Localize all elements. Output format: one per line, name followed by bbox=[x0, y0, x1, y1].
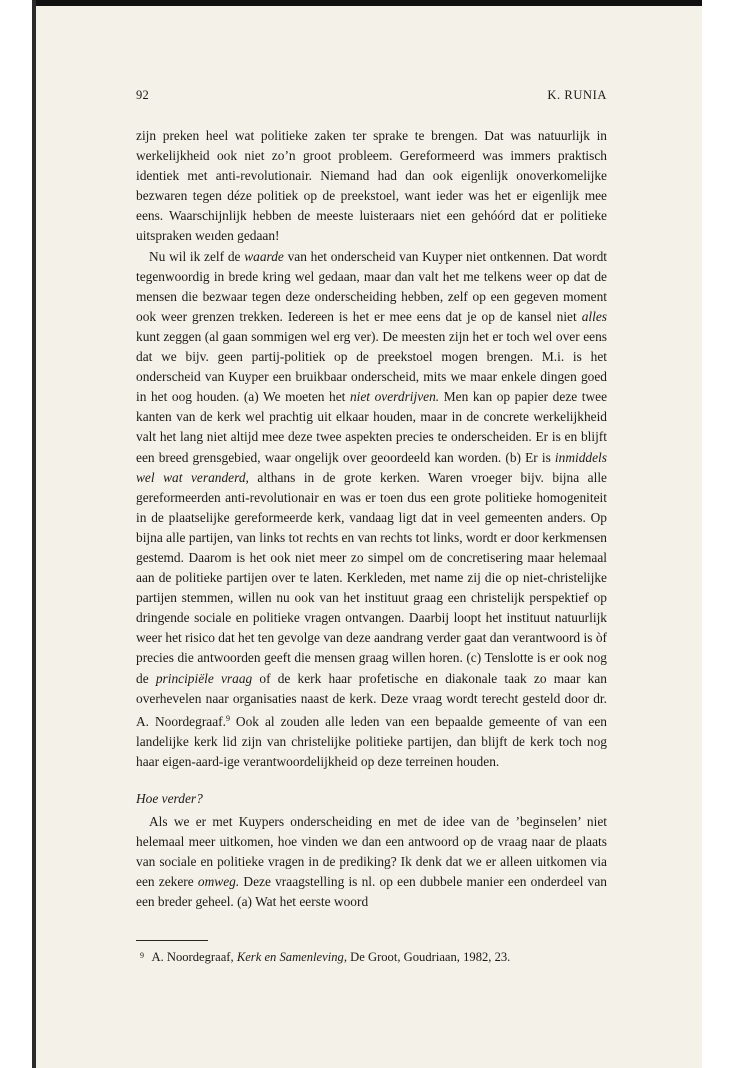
footnote-reference: 9 bbox=[225, 713, 230, 723]
emphasis-text: inmiddels wel wat veranderd, bbox=[136, 449, 607, 485]
text-run: Men kan op papier deze twee kanten van de kerk wel prachtig uit elkaar houden, maar in de concrete werkelijkheid valt het lang niet altijd mee deze twee aspekten precies te onderscheiden. Er is en blijft een breed grensgebied, waar ongelijk over geoordeeld kan worden. (b) Er is bbox=[136, 389, 608, 465]
running-head-author: K. RUNIA bbox=[547, 88, 607, 102]
text-run: Ook al zouden alle leden van een bepaalde gemeente of van een landelijke kerk lid zijn van christelijke politieke partijen, dan blijft de kerk toch nog haar eigen-aard-ige verantwoordelijkheid op deze terreinen houden. bbox=[136, 713, 607, 769]
paragraph bbox=[136, 247, 607, 772]
footnote-title: Kerk en Samenleving, bbox=[236, 950, 347, 964]
footnote-publisher: De Groot, Goudriaan, 1982, 23. bbox=[350, 950, 511, 964]
emphasis-text: omweg. bbox=[197, 874, 240, 890]
text-run: van het onderscheid van Kuyper niet ontkennen. Dat wordt tegenwoordig in brede kring wel gedaan, maar dan valt het me telkens weer op dat de mensen die bezwaar tegen deze onderscheiding hebben, zelf op een gegeven moment ook weer grenzen trekken. Iedereen is het er mee eens dat je op de kansel niet bbox=[136, 248, 607, 324]
emphasis-text: principiële vraag bbox=[155, 670, 253, 686]
section-paragraphs bbox=[136, 812, 607, 912]
footnote-rule bbox=[136, 940, 208, 941]
text-run: kunt zeggen (al gaan sommigen wel erg ver). De meesten zijn het er toch wel over eens dat we bijv. geen partij-politiek op de preekstoel mogen brengen. M.i. is het onderscheid van Kuyper een bruikbaar onderscheid, mits we maar enkele dingen goed in het oog houden. (a) We moeten het bbox=[136, 328, 607, 405]
section-heading: Hoe verder? bbox=[136, 791, 203, 806]
footnote-author: A. Noordegraaf, bbox=[151, 950, 234, 964]
text-run: of de kerk haar profetische en diakonale taak zo maar kan overhevelen naar organisaties naast de kerk. Deze vraag wordt terecht gesteld door dr. A. Noordegraaf. bbox=[136, 670, 607, 729]
running-head bbox=[136, 88, 607, 103]
scan-margin-right bbox=[702, 0, 738, 1068]
footnote bbox=[136, 947, 607, 966]
emphasis-text: niet overdrijven. bbox=[349, 389, 440, 405]
main-paragraphs bbox=[136, 126, 607, 772]
footnote-marker: 9 bbox=[140, 951, 144, 960]
text-run: Als we er met Kuypers onderscheiding en met de idee van de ’beginselen’ niet helemaal meer uitkomen, hoe vinden we dan een antwoord op de vraag naar de plaats van sociale en politieke vragen in de prediking? Ik denk dat we er alleen uitkomen via een zekere bbox=[136, 814, 607, 890]
paragraph bbox=[136, 126, 607, 247]
text-run: althans in de grote kerken. Waren vroeger bijv. bijna alle gereformeerden anti-revolutionair en was er toen dus een grote politieke homogeniteit in de plaatselijke gereformeerde kerk, vandaag ligt dat in veel gemeenten anders. Op bijna alle partijen, van links tot rechts en van rechts tot links, wordt er door kerkmensen gestemd. Daarom is het ook niet meer zo simpel om de concretisering maar helemaal aan de politieke partijen over te laten. Kerkleden, met name zij die op niet-christelijke partijen stemmen, willen nu ook van het instituut graag een christelijk perspektief op dringende sociale en politieke vragen ontvangen. Daarbij loopt het instituut natuurlijk weer het risico dat het ten gevolge van deze aandrang verder gaat dan verantwoord is òf precies die antwoorden geeft die mensen graag willen horen. (c) Tenslotte is er ook nog de bbox=[136, 469, 608, 686]
body-text bbox=[136, 126, 607, 913]
emphasis-text: alles bbox=[581, 308, 607, 324]
emphasis-text: waarde bbox=[244, 248, 284, 264]
text-run: Nu wil ik zelf de bbox=[149, 248, 245, 264]
paragraph bbox=[136, 812, 607, 912]
page-number: 92 bbox=[136, 88, 149, 102]
text-run: zijn preken heel wat politieke zaken ter sprake te brengen. Dat was natuurlijk in werkelijkheid ook niet zo’n groot probleem. Gereformeerd was immers praktisch identiek met anti-revolutionair. Niemand had dan ook eigenlijk onoverkomelijke bezwaren tegen déze politiek op de preekstoel, want ieder was het er eigenlijk mee eens. Waarschijnlijk hebben de meeste luisteraars niet een gehóórd dat er politieke uitspraken weıden gedaan! bbox=[136, 128, 607, 244]
text-run: Deze vraagstelling is nl. op een dubbele manier een onderdeel van een breder geheel. (a) Wat het eerste woord bbox=[136, 874, 607, 910]
